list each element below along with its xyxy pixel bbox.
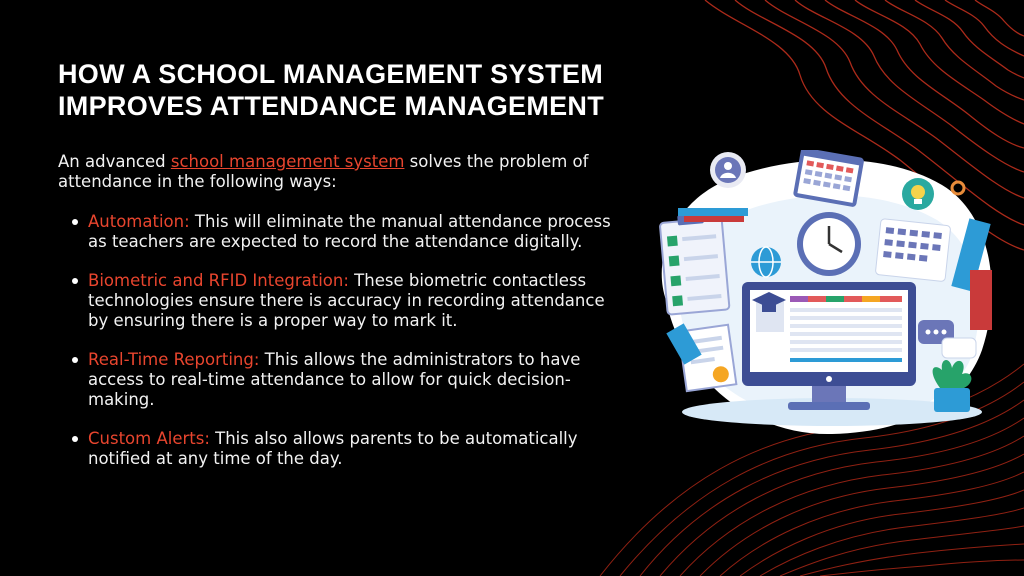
point-label: Biometric and RFID Integration: (88, 271, 349, 290)
list-item (70, 271, 630, 331)
benefits-list (70, 212, 630, 469)
user-icon (710, 152, 746, 188)
point-text: This also allows parents to be automatically notified at any time of the day. (88, 429, 578, 468)
school-management-system-link[interactable]: school management system (170, 152, 405, 171)
clock-icon (797, 212, 861, 276)
title-line-2: IMPROVES ATTENDANCE MANAGEMENT (58, 91, 605, 121)
point-label: Real-Time Reporting: (88, 350, 260, 369)
list-item (70, 429, 630, 469)
intro-before: An advanced (58, 152, 171, 171)
intro-after: solves the problem of attendance in the following ways: (58, 152, 589, 191)
point-text: These biometric contactless technologies ensure there is accuracy in recording attendance by ensuring there is a proper way to mark it. (88, 271, 605, 330)
intro-paragraph (58, 152, 638, 192)
calendar-grid-icon (875, 219, 950, 282)
page-title (58, 58, 698, 122)
attendance-illustration (652, 150, 998, 436)
list-item (70, 350, 630, 410)
lightbulb-icon (902, 178, 934, 210)
list-item (70, 212, 630, 252)
point-text: This will eliminate the manual attendance process as teachers are expected to record the attendance digitally. (88, 212, 611, 251)
point-label: Automation: (88, 212, 190, 231)
point-text: This allows the administrators to have access to real-time attendance to allow for quick decision-making. (88, 350, 581, 409)
checklist-icon (659, 212, 729, 315)
gear-icon (952, 182, 964, 194)
point-label: Custom Alerts: (88, 429, 210, 448)
title-line-1: HOW A SCHOOL MANAGEMENT SYSTEM (58, 59, 604, 89)
globe-icon (751, 247, 781, 277)
